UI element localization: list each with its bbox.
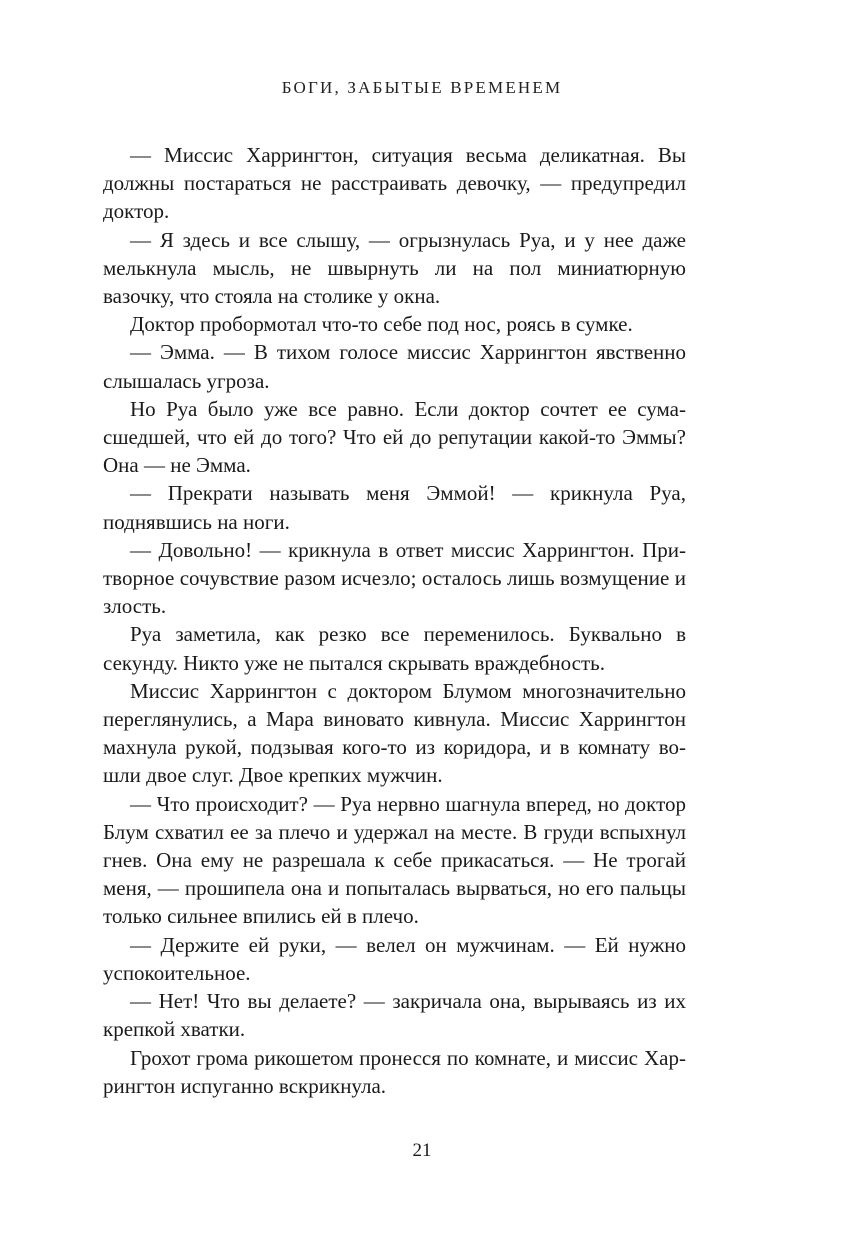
paragraph: Доктор пробормотал что-то себе под нос, роясь в сумке. [130,312,633,337]
page-number: 21 [412,1140,432,1161]
running-head: БОГИ, ЗАБЫТЫЕ ВРЕМЕНЕМ [281,78,563,97]
paragraph: — Что происходит? — Руа нервно шагнула вперед, но доктор Блум схватил ее за плечо и удержал на месте. В груди вспыхнул гнев. Она ему не разрешала к себе прикасаться. — Не трогай меня, — прошипела она и попыталась вырваться, но его пальцы только сильнее впились ей в плечо. [103,791,686,929]
paragraph: — Миссис Харрингтон, ситуация весьма деликатная. Вы должны постараться не расстраивать девочку, — предупредил доктор. [103,143,686,224]
paragraph: — Прекрати называть меня Эммой! — крикнула Руа, поднявшись на ноги. [103,481,686,534]
paragraph: — Я здесь и все слышу, — огрызнулась Руа, и у нее даже мелькнула мысль, не швырнуть ли на пол миниатюрную вазочку, что стояла на столике у окна. [103,227,686,309]
paragraph: — Довольно! — крикнула в ответ миссис Харрингтон. Притворное сочувствие разом исчезло; осталось лишь возмущение и злость. [103,537,686,619]
paragraph: — Эмма. — В тихом голосе миссис Харрингтон явственно слышалась угроза. [103,340,686,393]
paragraph: — Держите ей руки, — велел он мужчинам. — Ей нужно успокоительное. [103,932,686,985]
paragraph: Миссис Харрингтон с доктором Блумом многозначительно переглянулись, а Мара виновато кивнула. Миссис Харрингтон махнула рукой, подзывая кого-то из коридора, и в комнату вошли двое слуг. Двое крепких мужчин. [103,678,686,788]
body-text [103,141,686,1100]
paragraph: Но Руа было уже все равно. Если доктор сочтет ее сумасшедшей, что ей до того? Что ей до репутации какой-то Эммы? Она — не Эмма. [103,396,686,478]
paragraph: — Нет! Что вы делаете? — закричала она, вырываясь из их крепкой хватки. [103,989,686,1042]
paragraph: Руа заметила, как резко все переменилось. Буквально в секунду. Никто уже не пытался скрывать враждебность. [103,622,686,675]
paragraph: Грохот грома рикошетом пронесся по комнате, и миссис Харрингтон испуганно вскрикнула. [103,1045,686,1098]
